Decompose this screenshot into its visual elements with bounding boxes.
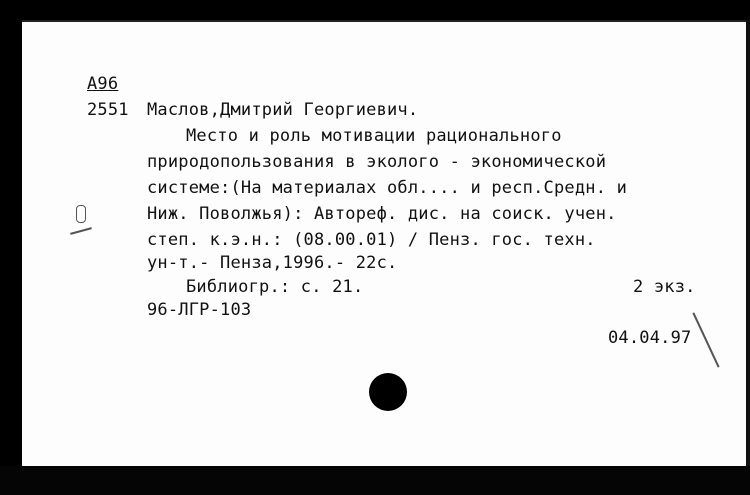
title-line-3: системе:(На материалах обл.... и респ.Средн. и: [147, 178, 628, 198]
copies: 2 экз.: [633, 277, 696, 297]
title-line-6: ун-т.- Пенза,1996.- 22с.: [147, 253, 398, 273]
bibliography: Библиогр.: с. 21.: [186, 277, 364, 297]
catalog-code: 96-ЛГР-103: [147, 300, 252, 320]
title-line-5: степ. к.э.н.: (08.00.01) / Пенз. гос. техн.: [147, 230, 596, 250]
date-stamp: 04.04.97: [608, 328, 692, 348]
card-edge: [746, 20, 750, 470]
title-line-4: Ниж. Поволжья): Автореф. дис. на соиск. учен.: [147, 204, 617, 224]
scanner-band: [0, 466, 750, 495]
punch-hole: [369, 373, 407, 411]
record-number: 2551: [87, 100, 129, 120]
pencil-mark: [76, 205, 86, 223]
title-line-1: Место и роль мотивации рационального: [186, 126, 562, 146]
title-line-2: природопользования в эколого - экономической: [147, 152, 607, 172]
shelf-code: А96: [87, 74, 119, 94]
author: Маслов,Дмитрий Георгиевич.: [147, 100, 419, 120]
